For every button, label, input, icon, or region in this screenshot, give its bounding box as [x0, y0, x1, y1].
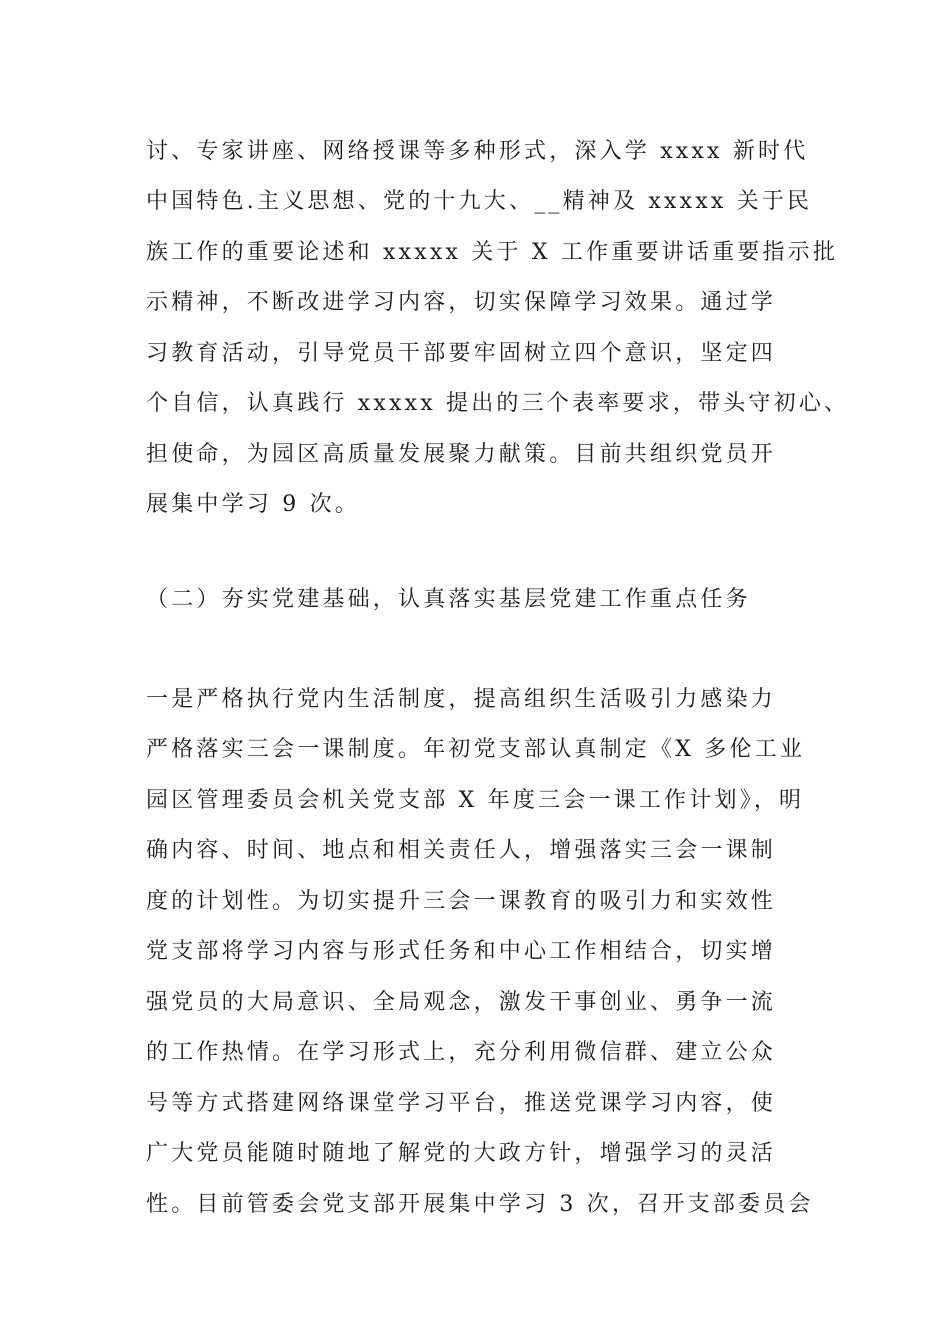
paragraph-line: 族工作的重要论述和 xxxxx 关于 X 工作重要讲话重要指示批 — [146, 240, 839, 265]
paragraph-line: 的工作热情。在学习形式上，充分利用微信群、建立公众 — [146, 1040, 777, 1065]
paragraph-line: 习教育活动，引导党员干部要牢固树立四个意识，坚定四 — [146, 341, 777, 366]
paragraph-line: 中国特色.主义思想、党的十九大、__精神及 xxxxx 关于民 — [146, 189, 813, 214]
paragraph-line: 确内容、时间、地点和相关责任人，增强落实三会一课制 — [146, 838, 777, 863]
paragraph-line: 示精神，不断改进学习内容，切实保障学习效果。通过学 — [146, 290, 777, 315]
paragraph-line: 党支部将学习内容与形式任务和中心工作相结合，切实增 — [146, 939, 777, 964]
paragraph-line: 一是严格执行党内生活制度，提高组织生活吸引力感染力 — [146, 687, 777, 712]
paragraph-line: 性。目前管委会党支部开展集中学习 3 次，召开支部委员会 — [146, 1192, 814, 1217]
paragraph-line: 度的计划性。为切实提升三会一课教育的吸引力和实效性 — [146, 889, 777, 914]
paragraph-line: 个自信，认真践行 xxxxx 提出的三个表率要求，带头守初心、 — [146, 391, 850, 416]
section-heading: （二）夯实党建基础，认真落实基层党建工作重点任务 — [146, 587, 751, 612]
paragraph-line: 讨、专家讲座、网络授课等多种形式，深入学 xxxx 新时代 — [146, 139, 809, 164]
paragraph-line: 强党员的大局意识、全局观念，激发干事创业、勇争一流 — [146, 990, 777, 1015]
paragraph-line: 号等方式搭建网络课堂学习平台，推送党课学习内容，使 — [146, 1091, 777, 1116]
paragraph-line: 严格落实三会一课制度。年初党支部认真制定《X 多伦工业 — [146, 737, 806, 762]
paragraph-line: 园区管理委员会机关党支部 X 年度三会一课工作计划》，明 — [146, 788, 805, 813]
paragraph-line: 展集中学习 9 次。 — [146, 492, 360, 517]
paragraph-line: 担使命，为园区高质量发展聚力献策。目前共组织党员开 — [146, 442, 777, 467]
paragraph-line: 广大党员能随时随地了解党的大政方针，增强学习的灵活 — [146, 1141, 777, 1166]
